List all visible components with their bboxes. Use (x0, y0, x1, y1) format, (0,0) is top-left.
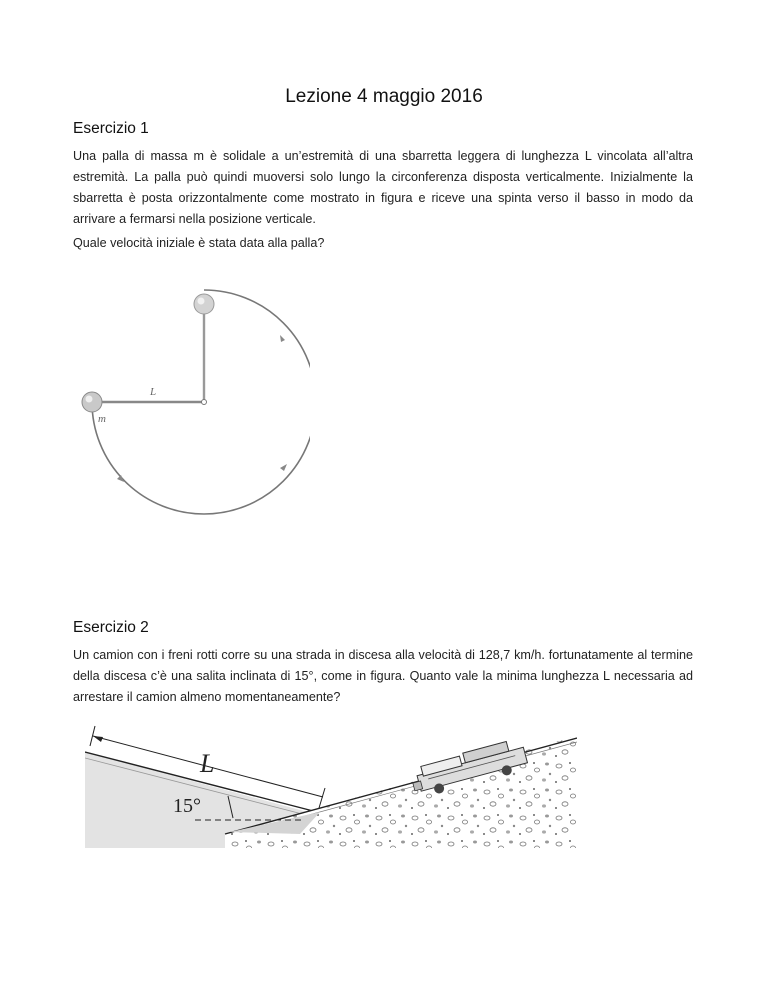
exercise-1-figure (70, 285, 310, 520)
exercise-1-question: Quale velocità iniziale è stata data alla palla? (73, 236, 325, 250)
ball-top (194, 294, 214, 314)
label-L: L (200, 749, 215, 778)
page-title: Lezione 4 maggio 2016 (285, 86, 483, 107)
exercise-2-heading: Esercizio 2 (73, 619, 149, 636)
exercise-2-figure (85, 708, 577, 848)
ball-left (82, 392, 102, 412)
label-m: m (98, 413, 106, 425)
label-angle: 15° (173, 795, 201, 817)
label-L: L (150, 386, 157, 398)
exercise-1-text: Una palla di massa m è solidale a un’estremità di una sbarretta leggera di lunghezza L vincolata all’altra estremità. La palla può quindi muoversi solo lungo la circonferenza disposta verticalmente. Inizialmente la sbarretta è posta orizzontalmente come mostrato in figura e riceve una spinta verso il basso in modo da arrivare a fermarsi nella posizione verticale. (73, 149, 693, 226)
exercise-1-heading: Esercizio 1 (73, 120, 149, 137)
pivot (202, 400, 207, 405)
exercise-2-text: Un camion con i freni rotti corre su una strada in discesa alla velocità di 128,7 km/h. fortunatamente al termine della discesa c’è una salita inclinata di 15°, come in figura. Quanto vale la minima lunghezza L necessaria ad arrestare il camion almeno momentaneamente? (73, 648, 693, 704)
